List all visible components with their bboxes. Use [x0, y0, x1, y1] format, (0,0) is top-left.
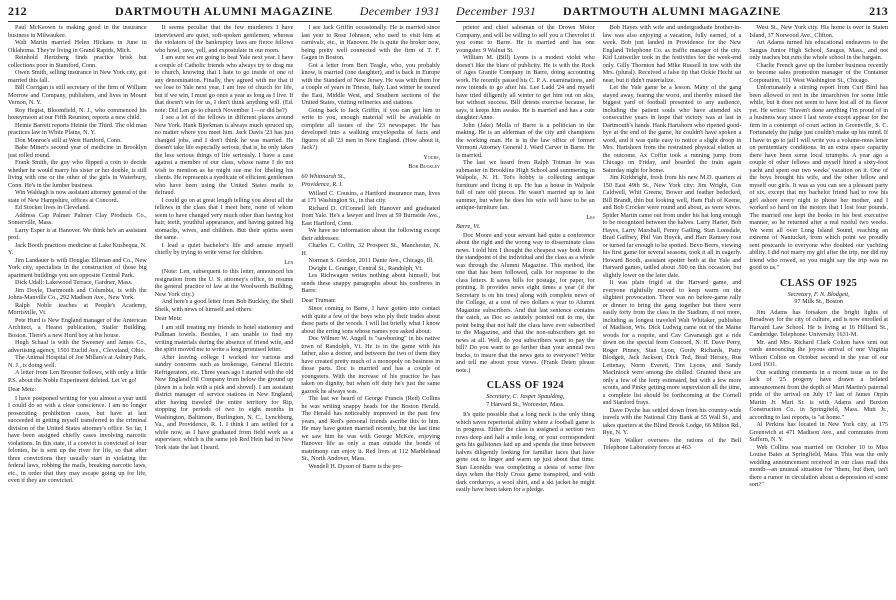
paragraph: And here's a good letter from Bob Buckley, the Shell Sheik, with news of himself and others:	[154, 298, 294, 313]
column-2	[603, 24, 742, 596]
paragraph: William M. (Bill) Lyons is a modest violet who doesn't like the blare of publicity. He is with the Rock of Ages Granite Company in Barre, doing accounting work. He recently passed his C. P. A. examinations, and now intends to go after his. Lee Ladd '24 and myself have tried diligently all winter to get him out on skis, but without success. Bill detests exercise because, he says, it keeps him awake. He is married and has a cute daughter Anne.	[456, 54, 595, 121]
issue-date: December 1931	[359, 4, 440, 18]
paragraph: Bill Corrigan is still secretary of the firm of William Morrow and Company, publishers, and lives in Mount Vernon, N. Y.	[8, 84, 147, 106]
paragraph: Mr. and Mrs. Richard Clark Colton have sent out cards announcing the joyous arrival of one Virginia Wilson Colton on October second in the year of our Lord 1931.	[749, 338, 889, 368]
paragraph: The Animal Hospital of Joe Millars's at Asbury Park, N. J., is doing well.	[8, 354, 147, 369]
paragraph: Win Waldagh is now assistant attorney general of the state of New Hampshire, offices at Concord.	[8, 189, 147, 204]
editor-note: (Note: Len, subsequent to this letter, announced his resignation from the U. S. attorney's office, to resume the general practice of law at the Woolworth Building, New York city.)	[154, 268, 294, 298]
paragraph: Jack Booth practices medicine at Lake Kushequa, N. Y.	[8, 241, 147, 256]
magazine-title: DARTMOUTH ALUMNI MAGAZINE	[115, 4, 333, 18]
paragraph: I am still treating my friends to hotel stationery and Pullman towels. Besides, I am unable to find my writing materials during the absence of friend wife, and the spirit moved me to write a long promised letter.	[154, 323, 294, 353]
paragraph: Pete Hurd is New England manager of the American Architect, a Hearst publication, Statler Building, Boston. There's a new Hurd boy at his house.	[8, 316, 147, 339]
paragraph: Hugh Schaaf is with the Sweeney and James Co., advertising agency, 1501 Euclid Ave., Cleveland, Ohio.	[8, 339, 147, 354]
paragraph: Dave Dyche has settled down from his country-wide travels with the National City Bank at 55 Wall St., and takes quarters at the Blind Brook Lodge, 66 Milton Rd., Rye, N. Y.	[602, 406, 742, 436]
paragraph: Roy Hegist, Bloomfield, N. J., who commenced his honeymoon at our Fifth Reunion, reports a new child.	[8, 106, 147, 121]
paragraph: I see Jack Griffin occasionally. He is married since last year to Rose Johnson, who used to visit him at carnivals, etc., in Hanover. He is quite the broker now, being pretty well connected with the firm of T. F. Gagen in Boston.	[301, 24, 441, 61]
paragraph-group	[749, 309, 888, 489]
paragraph: Heinie Barrett reports Heinie the Third. The old man practices law in White Plains, N. Y.	[8, 121, 147, 136]
signature: Bob Buckley	[408, 163, 441, 170]
class-secretary: Secretary, F. N. Blodgett,	[787, 290, 850, 298]
paragraph: A letter from Len Brooner follows, with only a little P.S. about the Noble Experiment deleted. Let 'er go!	[8, 369, 147, 384]
paragraph: Dwight L. Granger, Central St., Randolph, Vt.	[308, 264, 423, 272]
paragraph-group	[603, 24, 742, 452]
paragraph: The last we heard of George Francis (Red) Collins he was writing snappy heads for the Boston Herald. The Herald has noticeably improved in the past few years, and Red's personal friends ascribe this to him. He may have gotten married recently, but the last time we saw him he was with George McKee, enjoying Hanover life as only a man outside the bonds of matrimony can enjoy it. Red lives at 112 Marblehead St., North Andover, Mass.	[301, 395, 441, 462]
address-line: Providence, R. I.	[301, 181, 343, 188]
paragraph: John (Jake) Molla of Barre is a politician in the making. He is an alderman of the city and champions the working man. He is in the law office of former Vermont Attorney General J. Ward Carver in Barre. He is married.	[456, 121, 595, 159]
paragraph: It seems peculiar that the few murderers I have interviewed are quiet, soft-spoken gentlemen, whereas the violators of the bankruptcy laws are fierce fellows who howl, rave, yell, and expostulate in our room.	[154, 24, 294, 54]
paragraph: Doc Wilmer W. Angell is "sawboning" in his native town of Randolph, Vt. He is in the game with his father, also a doctor, and between the two of them they have created pretty much of a monopoly on business in those parts. Doc is married and has a couple of youngsters. With the increase of his practice he has taken on dignity, but when off duty he's just the same gazook he always was.	[301, 335, 441, 395]
class-address: 97 Milk St., Boston	[794, 298, 843, 305]
paragraph: Jim Kirkbright, fresh from his new M.D. quarters at 150 East 49th St., New York city: Jim Wright, Gus Caldwell, Whit Greene, Bower and feather bedecked, Bill Brandt, thin but looking well, Ham Fish of Keene, and Bob Crocker were round and about, as were wives. Spider Martin came out from under his hat long enough to be recognized between the halves. Larry Harter, Bob Hayes, Larry Marshall, Fenny Gatling, Stan Lonsdale, Brad Gaffney, Phil Van Huyck, and Harr Ramsey rose or turned far enough to be spotted. Bevo Beers, viewing his first game for several seasons, took it all in eagerly. Howard Booth, assistant spotter both at the Yale and Harvard games, tattled about .500 on this occasion, but slightly lower on the later date.	[602, 174, 742, 279]
paragraph: Web Collins was married on October 10 to Miss Louise Bates at Springfield, Mass. This was the only wedding announcement received in our class mail this month—an unusual situation for "them, but then, isn't there a rumor in circulation about a depression of some sort?"	[749, 443, 889, 488]
paragraph: Larry Esper is at Hanover. We think he's an assistant prof.	[8, 226, 147, 241]
address-line: Barre, Vt.	[456, 223, 481, 230]
signature: Les	[586, 213, 595, 221]
running-header	[456, 2, 888, 20]
column-1	[8, 24, 147, 596]
paragraph: Norman S. Gordon, 2011 Dante Ave., Chicago, Ill.	[308, 257, 434, 264]
paragraph: Ken Walker oversees the rations of the Bell Telephone Laboratory forces at 463	[602, 436, 742, 451]
paragraph: Unfortunately a stirring report from Curt Bird has been allowed to rest in the timarchives for some little while, but it does not seem to have lost all of its flavor yet. He writes: "Haven't done anything I'm proud of in a business way since I last wrote except appear for the firm in a contempt of court action in Greenville, S. C. Fortunately the judge just couldn't make up his mind. If I have to go to jail I will write you a volume-nous letter on penitentiary conditions. In an extra space capacity there have been some local triumphs. A year ago a couple of other fellows and myself hired a sixty-foot yacht and spent our two weeks' vacation on it. One of the boys brought his wife, and the other fellow and myself our girls. It was as you can see a pleasant party of six, except that my bachelor friend had to row his girl ashore every night to phone her mother, and I worked so hard on the motors that I lost four pounds. The married one kept the books in his best executive manner, so he returned after a real restful two weeks. We went all over Long Island Sound, reaching an extreme of Nantucket, from which point we proudly sent postcards to everyone who doubted our yachting ability. I did not marry my girl after the trip, nor did my friend who rowed, so you might say the trip was no good to us."	[749, 84, 889, 271]
class-heading: CLASS OF 1925	[780, 277, 858, 289]
paragraph: Walt Martin married Helen Hickans in June in Oklahoma. They're living in Grand Rapids, Mich.	[8, 39, 147, 54]
paragraph: Frank Smith, the guy who flipped a coin to decide whether he would marry his sister or her double, is still living with one or the other of the girls in Waterbury, Conn. He's in the lumber business.	[8, 159, 147, 189]
paragraph: The last we heard from Ralph Totman he was submaster in Brookline High School and summering in Walpole, N. H. Tot's hobby is collecting antique furniture and fixing it up. He has a house in Walpole full of rare old pieces. He wasn't married up to last summer, but when he does his wife will have to be an antique-furniture fan.	[456, 159, 595, 211]
column-3	[749, 24, 888, 596]
header-rule	[456, 21, 888, 22]
column-1	[456, 24, 595, 596]
paragraph: Doc Moore and your servant had quite a conference about the right and the wrong way to disseminate class news. I told him I thought the cheapest way both from the standpoint of the individual and the class as a whole was through the Alumni Magazine. This method, the one that has been followed, calls for response to the class letters. It saves bills for postage, for paper, for printing. It provides news eight times a year (if the Secretary is on his toes) along with complete news of the College, at a cost of two dollars a year to Alumni Magazine subscribers. And that last sentence contains the catch, as Doc so astutely pointed out to me, the point being that not half the class have ever subscribed to the Magazine, and that the non-subscribers get no news at all. Well, do you subscribers want to pay the bill? Do you want to go farther than your annual two bucks, to insure that the news gets to everyone? Write and tell me about your views. (Frank Deten please note.)	[456, 231, 595, 374]
paragraph-group	[456, 24, 595, 212]
paragraph-group	[301, 305, 440, 470]
paragraph: Jim Landauer is with Douglas Elliman and Co., New York city, specialists in the construction of those big apartment buildings you see opposite Central Park.	[8, 256, 147, 279]
class-address: 7 Harvard St., Worcester, Mass.	[486, 400, 565, 408]
paragraph-group	[456, 411, 595, 494]
paragraph: Dick Udall: Lakewood Terrace, Gardner, Mass.	[15, 279, 133, 286]
paragraph: It was plain frigid at the Harvard game, and everyone rightfully moved to keep warm on the slightest provocation. There was no before-game rally or dinner to bring the gang together but there were easily forty from the class in the Stadium, if not more, including as longest traveled Walt Whitaker, publisher of Madison, Wis. Dick Ludwig came out of the Maine woods for a respite, and Cav Cavanaugh got a ride down on the special from Concord, N. H. Dave Perry, Roger Pinney, Stan Lyon, Gordy Richards, Patty Blodgett, Jack Jackson, Dick Ted, Brad Hersey, Rus Lettenay, Norm Everett, Tim Lyons, and Sandy MacIntock were among the chilled. Granted these are only a few of the forty estimated, but with a few more scouts, and Pinky getting more supervision all the time, a complete list should be forthcoming at the Cornell and Stanford frays.	[602, 279, 742, 406]
paragraph: Babe Miner's second year of medicine in Brooklyn just rolled round.	[8, 144, 147, 159]
address-line: 60 Whitmarsh St.,	[301, 172, 346, 180]
paragraph: Les Richwagen writes nothing about himself, but sends these snappy paragraphs about his confreres in Barre:	[301, 272, 441, 294]
paragraph: I lead a quiet bachelor's life and amuse myself chiefly by trying to write verse for children.	[154, 241, 294, 256]
paragraph: I see a lot of the fellows in different places around New York. Hank Bjorkman is always much spruced up, no matter where you meet him. Jack Davis '23 has just changed jobs, and I don't think he was married. He doesn't take life especially serious, that is, he only takes the less serious things of life seriously. I have a case against a member of our class, whose name I do not wish to mention as he might sue me for libeling his clients. He represents a syndicate of efficient gentlemen who have been using the United States mails to defraud.	[154, 114, 294, 196]
paragraph: Bob Hayes with wife and undergraduate brother-in-law was also enjoying a vacation, fully earned, of a week. Bob just landed in Providence for the New England Telephone Co. as traffic manager of the city. Kid Luitweiler took in the festivities for the week-end only. Gilly Thornton had Mike Russell in tow with the Mrs. (plural). Received a false tip that Ockie Hecht sat near, but it didn't materialize.	[602, 24, 742, 84]
paragraph: Jim Adams has forsaken the bright lights of Broadway for the city of culture, and is now enrolled at Harvard Law School. He is living at 16 Hilliard St., Cambridge. Telephone: University 1631-M.	[749, 308, 889, 338]
running-header	[8, 2, 440, 20]
paragraph: Address Cap Palmer Palmer Clay Products Co., Somerville, Mass.	[8, 211, 147, 226]
paragraph-group	[749, 24, 888, 272]
paragraph-group	[155, 324, 294, 452]
paragraph: Since coming to Barre, I have gotten into contact with quite a few of the boys who ply their trades about these parts of the woods. I will list briefly what I know about the erring sons whose names you asked about:	[301, 305, 441, 335]
header-rule	[8, 21, 440, 22]
paragraph: We have no information about the following except their addresses:	[301, 227, 441, 242]
column-2	[155, 24, 294, 596]
paragraph: Got a letter from Bert Teagle, who, you probably know, is married (one daughter), and is back in Europe with the Standard of New Jersey. He was with them for a couple of years in Trieste, Italy. Last winter he toured the East, Middle West, and Southern sections of the United States, visiting refineries and stations.	[301, 61, 441, 106]
right-page	[448, 0, 896, 600]
class-heading: CLASS OF 1924	[486, 380, 564, 391]
salutation: Dear Metz:	[8, 386, 37, 393]
paragraph: Our scathing comments in a recent issue as to the lack of '25 progeny have drawn a belated announcement from the depth of Mart Martin's paternal pride of the arrival on July 17 last of James Orpin Martin Jr. Mart Sr. is with Adams and Buxton Construction Co. in Springfield, Mass. Mutt Jr., according to last reports, is "at home."	[749, 368, 889, 421]
paragraph: Wendell H. Dyson of Barre is the pro-	[308, 462, 403, 470]
paragraph: Going back to Jack Griffin, if you can get him to write to you, enough material will be available to complete all issues of the '23 newspaper. He has developed into a walking encyclopedia of facts and figures of all '23 men in New England. (How about it, Jack?)	[301, 106, 441, 151]
paragraph-group	[301, 190, 440, 295]
paragraph: Let the Yale game be a lesson. Many of the gang stayed away, fearing the worst, and thereby missed the biggest yard of football presented to any audience, including the patient souls who have attended six consecutive years in hope that victory was at last in Dartmouth's hands. Hank Hartshorn who ripened good-bye at the end of the game, he couldn't have spoken a word, and it was quite easy to notice a slight droop in Mrs. Hartshorn from the restrained physical elation at the outcome. Ax Coffin took a running jump from Chicago on Friday, and boarded the train again Saturday night for home.	[602, 84, 742, 174]
paragraph: Reinhold Hertzberg finds practice brisk but collections poor in Stamford, Conn.	[8, 54, 147, 69]
paragraph: Charles C. Coffin, 32 Prospect St., Manchester, N. H.	[301, 242, 441, 257]
paragraph: Al Perkins has located in New York city, at 175 Greenwich at 471 Madison Ave., and commutes from Suffern, N. Y.	[749, 421, 889, 443]
page-number: 212	[8, 4, 27, 18]
paragraph: Jim Doyle, Dartmouth and Columbia, is with the Johns-Manville Co., 292 Madison Ave., New York.	[8, 286, 147, 301]
paragraph: Owen Smith, selling insurance in New York city, got married this fall.	[8, 69, 147, 84]
paragraph: Art Adams turned his educational endeavors to the Saugus Junior High School, Saugus, Mass., and not only teaches but runs the whole school in the bargain.	[749, 39, 889, 61]
column-3	[301, 24, 440, 596]
closing: Yours,	[423, 153, 441, 161]
magazine-title: DARTMOUTH ALUMNI MAGAZINE	[563, 4, 781, 18]
paragraph: After leaving college I worked for various and sundry concerns such as brokerage, General Electric Refrigerators, etc. Three years ago I started with the old New England Oil Company from below the ground up (down in a hole with a pick and shovel). I am assistant district manager of service stations in New England, after having traveled the entire territory for Rip, stopping for periods of two to eight months in Washington, Baltimore, Burlington, N. C., Lynchburg, Va., and Providence, R. I. I think I am settled for a while now, as I have graduated from field work as a supervisor, which is the same job Red Hein had in New York state the last I heard.	[154, 353, 294, 451]
paragraph: Don Monroe's still at West Hartford, Conn.	[15, 136, 122, 144]
paragraph: Willard C. Cousins, a Hartford insurance man, lives at 171 Washington St., in that city.	[301, 189, 441, 204]
paragraph-group	[301, 24, 440, 152]
paragraph: Ralph Noble teaches at People's Academy, Morrisville, Vt.	[8, 301, 147, 316]
paragraph: prietor and chief salesman of the Drown Motor Company, and will be willing to sell you a Chevrolet if you come to Barre. He is married and has one youngster. 9 Walnut St.	[456, 24, 595, 54]
paragraph: It's quite possible that a long neck is the only thing which saves repertorial ability where a football game is in progress. Either the class is assigned a section two rows deep and half a mile long, or your correspondent gets his gallstones laid up and spends the time between halves diligently looking for familiar faces that have gone out to linger and warm up just about that time. Stan Leonidis was completing a siesta of some five days when the Holy Cross game transpired, and with dark corduroys, a wool shirt, and a ski jacket he might easily have been taken for a pledge.	[456, 411, 595, 493]
paragraph: I have postponed writing for you almost a year until I could do so with a clear conscience. I am no longer prosecuting prohibition cases, but have at last succeeded in getting myself transferred to the criminal division of the United States attorney's office. So far, I have been assigned chiefly cases involving narcotic violations. In this state, if a convict is convicted of four felonies, he is sent up the river for life, so that after three convictions they usually start in violating the federal laws, robbing the mails, breaking narcotic laws, etc., in order that they may escape going up for life, even if they are convicted.	[8, 394, 147, 484]
paragraph: Charlie French gave up the lumber business recently to become sales promotion manager of the Container Corporation, 111 West Washington St., Chicago.	[749, 61, 889, 84]
paragraph: Ed Stocker lives in Cleveland.	[15, 204, 91, 211]
text-columns	[456, 24, 888, 596]
issue-date: December 1931	[456, 4, 537, 18]
text-columns	[8, 24, 440, 596]
paragraph-group	[155, 24, 294, 257]
paragraph-group	[8, 24, 147, 384]
signature: Len	[284, 258, 294, 266]
page-number: 213	[869, 4, 888, 18]
paragraph: I could go on at great length telling you about all the fellows in the class that I meet here, none of whom seem to have changed very much other than having lost hair, teeth, youthful appearance, and having gained big stomachs, wives, and children. But their spirits seem the same.	[154, 196, 294, 241]
paragraph-group	[456, 232, 595, 375]
class-secretary: Secretary, C. Jasper Spaulding,	[486, 393, 565, 400]
paragraph: Richard D. O'Connell left Hanover and graduated from Yale. He's a lawyer and lives at 59 Burnside Ave., East Hartford, Conn.	[301, 204, 441, 227]
paragraph: I am sure we are going to beat Yale next year. I have a couple of Catholic friends who always try to drag me to church, knowing that I hate to go inside of one of any denomination. Finally, they agreed with me that if we lose to Yale next year, I am free of church for life, but if we win, I must go once a year as long as I live. If that doesn't win for us, I don't think anything will. (Ed. note: Did Len go to church November 1—or did he?)	[154, 54, 294, 114]
paragraph: West St., New York city. His home is over in Staten Island, 37 Norwood Ave., Clifton.	[749, 24, 889, 39]
salutation: Dear Truman:	[301, 296, 336, 304]
paragraph: Paul McKeown is making good in the insurance business in Milwaukee.	[8, 24, 147, 39]
salutation: Dear Metz:	[154, 315, 183, 322]
